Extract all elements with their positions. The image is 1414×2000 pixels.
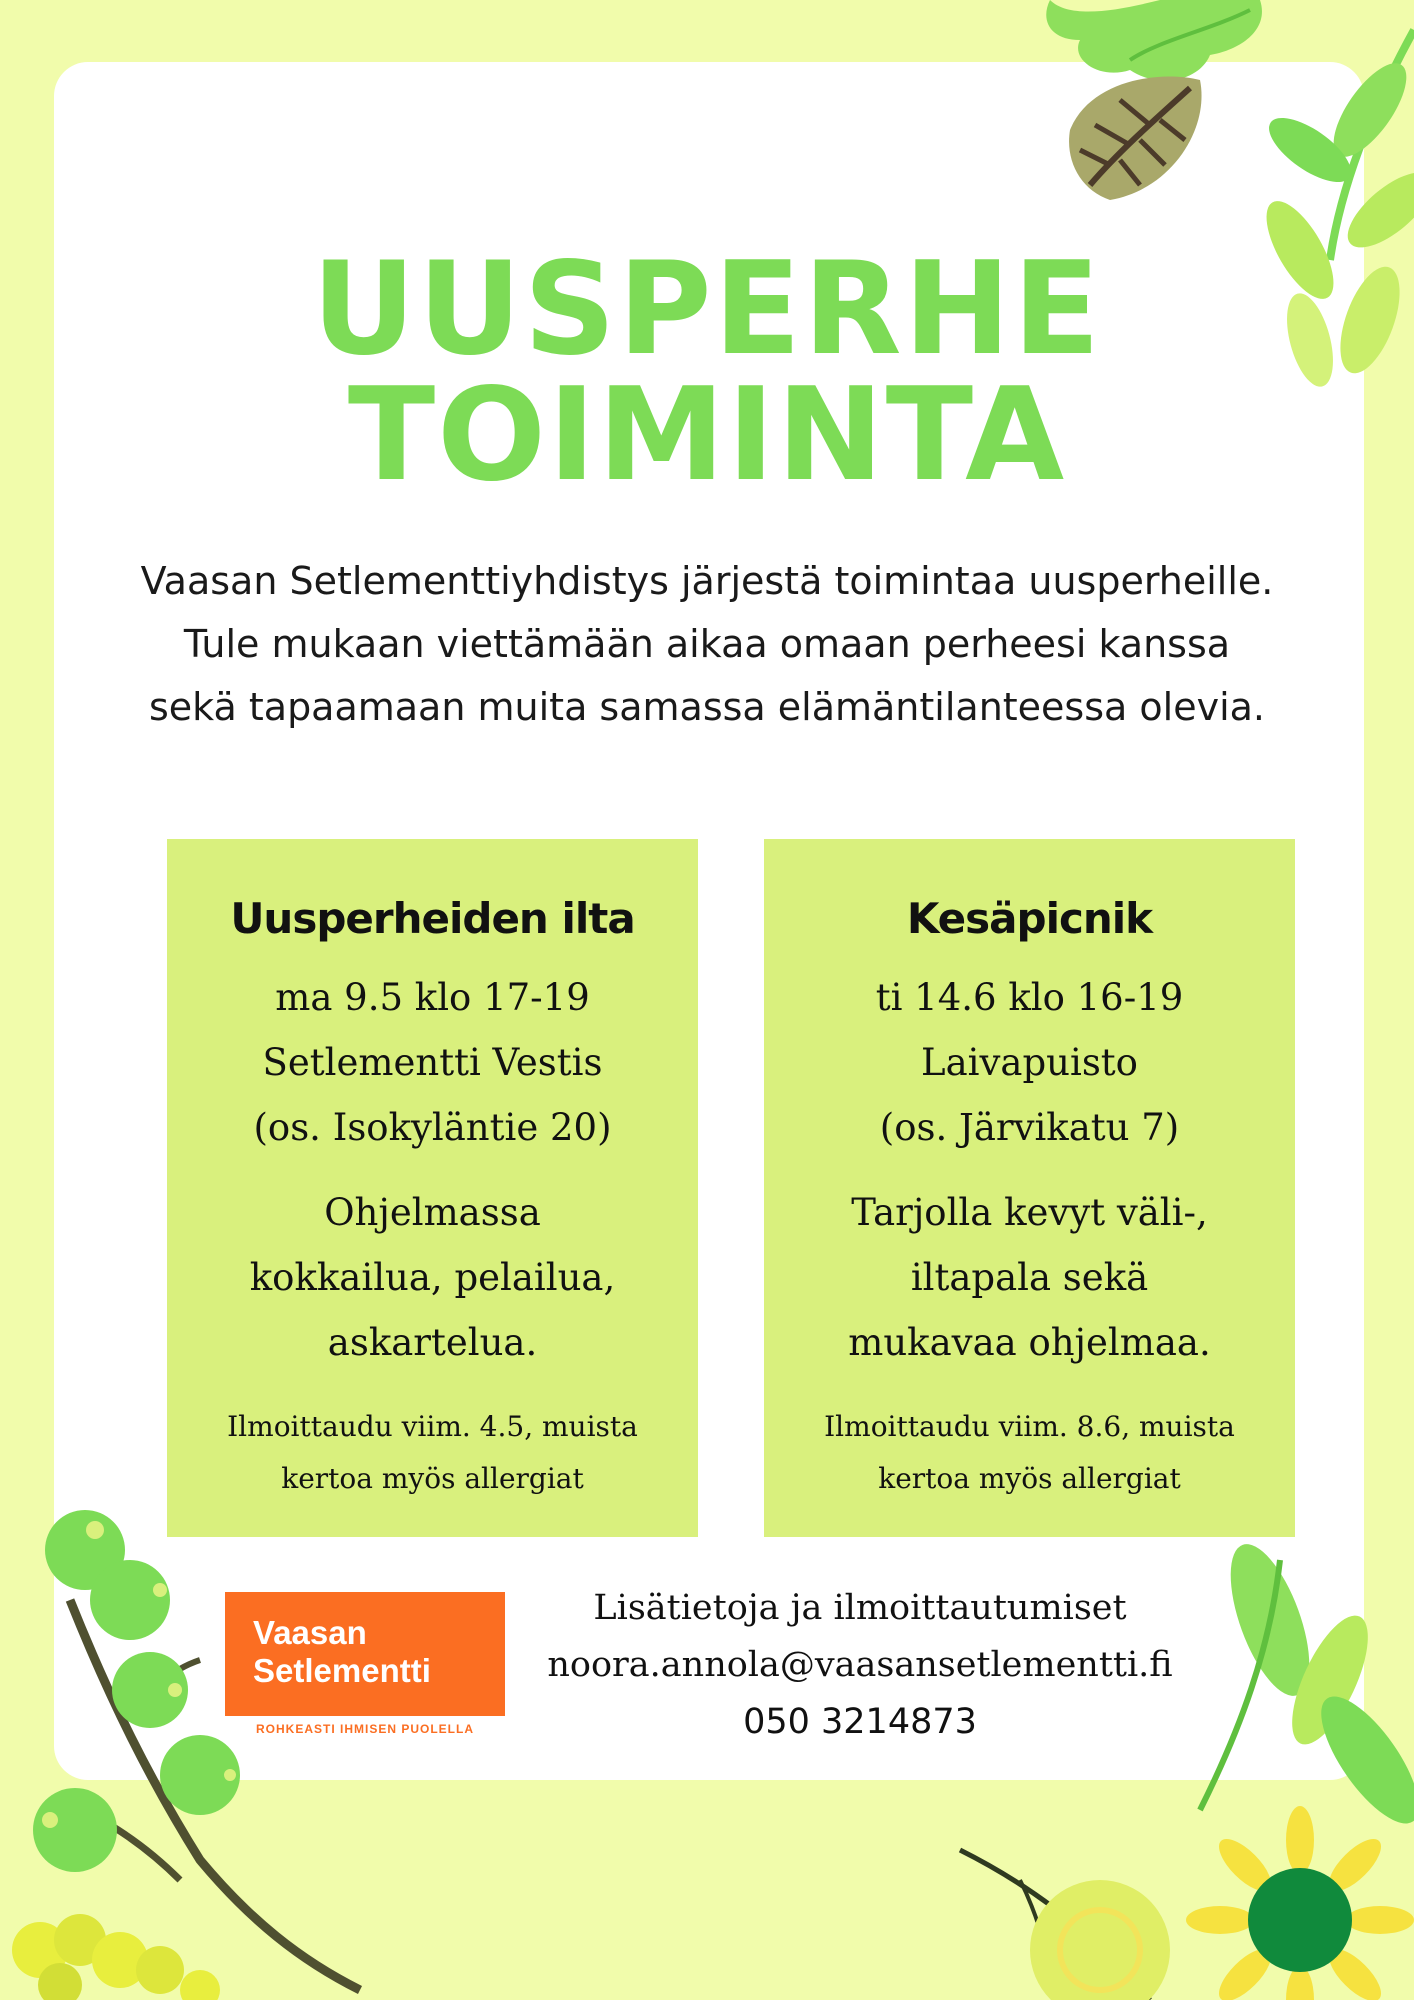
event-signup-line: Ilmoittaudu viim. 8.6, muista [824, 1410, 1235, 1443]
event-datetime: ti 14.6 klo 16-19 [875, 976, 1184, 1019]
page-title-line-1: UUSPERHE [311, 235, 1103, 384]
event-details [167, 965, 698, 1160]
event-description-line: Tarjolla kevyt väli-, [851, 1191, 1208, 1234]
event-heading: Kesäpicnik [906, 894, 1153, 943]
event-place: Setlementti Vestis [262, 1041, 603, 1084]
logo-text-line-1: Vaasan [253, 1614, 367, 1651]
contact-phone[interactable]: 050 3214873 [743, 1702, 977, 1742]
event-address: (os. Järvikatu 7) [879, 1106, 1180, 1149]
event-address: (os. Isokyläntie 20) [253, 1106, 612, 1149]
event-signup-line: kertoa myös allergiat [878, 1462, 1181, 1495]
intro-text: Vaasan Setlementtiyhdistys järjestä toimintaa uusperheille. Tule mukaan viettämään aikaa omaan perheesi kanssa sekä tapaamaan muita samassa elämäntilanteessa olevia. [140, 559, 1274, 729]
event-description-line: kokkailua, pelailua, [249, 1256, 616, 1299]
contact-info [530, 1580, 1190, 1751]
event-description-line: iltapala sekä [910, 1256, 1149, 1299]
event-description [167, 1180, 698, 1375]
event-details [764, 965, 1295, 1160]
event-place: Laivapuisto [921, 1041, 1138, 1084]
contact-email-link[interactable]: noora.annola@vaasansetlementti.fi [547, 1645, 1173, 1685]
event-description-line: askartelua. [327, 1321, 538, 1364]
event-description-line: mukavaa ohjelmaa. [848, 1321, 1211, 1364]
event-signup-note [764, 1401, 1295, 1505]
event-description [764, 1180, 1295, 1375]
event-box-kesapicnik [764, 839, 1295, 1537]
event-box-uusperheiden-ilta [167, 839, 698, 1537]
event-heading: Uusperheiden ilta [230, 894, 635, 943]
event-description-line: Ohjelmassa [324, 1191, 541, 1234]
event-signup-line: kertoa myös allergiat [281, 1462, 584, 1495]
logo-tagline: ROHKEASTI IHMISEN PUOLELLA [255, 1722, 474, 1736]
vaasan-setlementti-logo [225, 1592, 505, 1716]
event-signup-line: Ilmoittaudu viim. 4.5, muista [227, 1410, 638, 1443]
contact-heading: Lisätietoja ja ilmoittautumiset [593, 1588, 1127, 1628]
berries-branch-bottom-left-illustration [0, 1500, 420, 2000]
page-title-line-2: TOIMINTA [347, 361, 1067, 510]
logo-text-line-2: Setlementti [253, 1652, 431, 1689]
event-datetime: ma 9.5 klo 17-19 [275, 976, 590, 1019]
event-signup-note [167, 1401, 698, 1505]
